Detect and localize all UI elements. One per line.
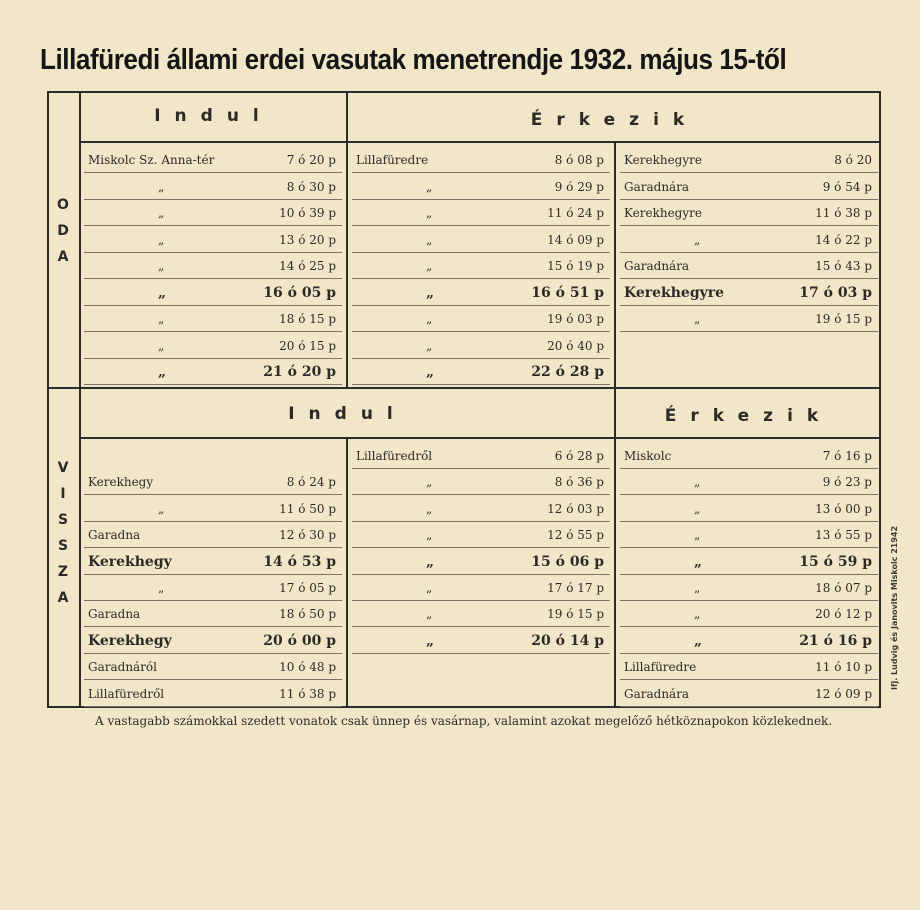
- departure-time: 22 ó 28 p: [531, 364, 604, 380]
- departure-time: 11 ó 50 p: [279, 501, 336, 516]
- departure-time: 15 ó 19 p: [547, 259, 604, 273]
- departure-time: 16 ó 05 p: [263, 284, 336, 301]
- timetable-row: [84, 147, 342, 173]
- vissza-letter: S: [57, 512, 69, 528]
- ditto-mark: „: [426, 475, 433, 490]
- departure-time: 19 ó 03 p: [547, 312, 604, 326]
- station-name: Lillafüredről: [88, 686, 165, 701]
- departure-time: 6 ó 28 p: [554, 449, 604, 463]
- oda-depart-header: Indul: [154, 106, 273, 126]
- departure-time: 15 ó 43 p: [815, 259, 872, 273]
- printer-imprint: [886, 525, 899, 910]
- oda-col-divider-2: [614, 143, 616, 387]
- station-name: Kerekhegy: [88, 632, 172, 649]
- station-name: Garadnáról: [88, 660, 157, 675]
- timetable-row: [84, 681, 342, 707]
- departure-time: 8 ó 20: [834, 153, 872, 167]
- vissza-letter: I: [60, 486, 66, 502]
- departure-time: 21 ó 20 p: [263, 364, 336, 380]
- page-title: Lillafüredi állami erdei vasutak menetrendje 1932. május 15-től: [40, 44, 787, 76]
- departure-time: 11 ó 38 p: [279, 686, 336, 701]
- timetable-row: [352, 601, 610, 627]
- station-name: Garadna: [88, 528, 141, 543]
- ditto-mark: „: [426, 581, 433, 595]
- ditto-mark: „: [694, 475, 701, 490]
- timetable-row: [84, 200, 342, 226]
- timetable-row: [352, 306, 610, 332]
- ditto-mark: „: [158, 501, 165, 516]
- departure-time: 20 ó 12 p: [815, 607, 872, 622]
- departure-time: 21 ó 16 p: [799, 632, 872, 649]
- ditto-mark: „: [426, 632, 435, 649]
- printer-note: Ifj. Ludvig és Janovits Miskolc 21942: [890, 525, 899, 690]
- departure-time: 15 ó 59 p: [799, 553, 872, 570]
- departure-time: 9 ó 29 p: [554, 179, 604, 194]
- timetable-row: [620, 280, 878, 306]
- ditto-mark: „: [426, 607, 433, 622]
- ditto-mark: „: [158, 206, 165, 220]
- departure-time: 11 ó 24 p: [547, 206, 604, 220]
- departure-time: 13 ó 55 p: [815, 528, 872, 543]
- ditto-mark: „: [158, 338, 165, 353]
- timetable-row: [620, 443, 878, 469]
- ditto-mark: „: [426, 284, 435, 301]
- departure-time: 8 ó 36 p: [554, 475, 604, 490]
- departure-time: 16 ó 51 p: [531, 284, 604, 301]
- timetable-row: [620, 469, 878, 495]
- departure-time: 17 ó 05 p: [279, 581, 336, 595]
- timetable-row: [84, 522, 342, 548]
- departure-time: 8 ó 30 p: [286, 179, 336, 194]
- ditto-mark: „: [426, 206, 433, 220]
- timetable-row: [84, 253, 342, 279]
- timetable-row: [84, 174, 342, 200]
- ditto-mark: „: [426, 501, 433, 516]
- departure-time: 8 ó 24 p: [286, 475, 336, 490]
- timetable-row: [352, 549, 610, 575]
- vissza-letter: V: [57, 460, 69, 476]
- departure-time: 18 ó 07 p: [815, 581, 872, 595]
- timetable-row: [84, 280, 342, 306]
- timetable-row: [84, 601, 342, 627]
- station-name: Garadnára: [624, 686, 690, 701]
- ditto-mark: „: [426, 528, 433, 543]
- section-divider: [47, 387, 881, 389]
- oda-side-label: [48, 192, 78, 270]
- station-name: Lillafüredről: [356, 449, 433, 463]
- timetable-row: [352, 575, 610, 601]
- timetable-row: [620, 575, 878, 601]
- ditto-mark: „: [426, 338, 433, 353]
- timetable-row: [620, 496, 878, 522]
- timetable-row: [352, 359, 610, 385]
- footnote: A vastagabb számokkal szedett vonatok csak ünnep és vasárnap, valamint azokat megelőző hétköznapokon közlekednek.: [95, 714, 833, 728]
- ditto-mark: „: [426, 312, 433, 326]
- vissza-arrive-header: Érkezik: [664, 406, 833, 426]
- ditto-mark: „: [694, 501, 701, 516]
- departure-time: 7 ó 20 p: [286, 153, 336, 167]
- timetable-row: [620, 200, 878, 226]
- station-name: Kerekhegyre: [624, 284, 725, 301]
- departure-time: 15 ó 06 p: [531, 553, 604, 570]
- oda-col-divider-1: [346, 91, 348, 387]
- ditto-mark: „: [158, 179, 165, 194]
- departure-time: 11 ó 10 p: [815, 660, 872, 675]
- timetable-row: [84, 496, 342, 522]
- vissza-col-divider-2: [614, 389, 616, 708]
- timetable-row: [84, 654, 342, 680]
- station-name: Kerekhegyre: [624, 153, 702, 167]
- vissza-letter: S: [57, 538, 69, 554]
- departure-time: 12 ó 09 p: [815, 686, 872, 701]
- timetable-row: [352, 200, 610, 226]
- ditto-mark: „: [694, 312, 701, 326]
- departure-time: 9 ó 54 p: [822, 179, 872, 194]
- timetable-row: [620, 549, 878, 575]
- departure-time: 9 ó 23 p: [822, 475, 872, 490]
- departure-time: 19 ó 15 p: [547, 607, 604, 622]
- departure-time: 20 ó 40 p: [547, 338, 604, 353]
- departure-time: 20 ó 00 p: [263, 632, 336, 649]
- timetable-row: [620, 306, 878, 332]
- timetable-row: [352, 147, 610, 173]
- ditto-mark: „: [694, 232, 701, 247]
- ditto-mark: „: [158, 259, 165, 273]
- ditto-mark: „: [694, 528, 701, 543]
- oda-letter: O: [57, 197, 69, 213]
- ditto-mark: „: [426, 259, 433, 273]
- timetable-row: [84, 628, 342, 654]
- timetable-row: [620, 147, 878, 173]
- timetable-row: [352, 522, 610, 548]
- timetable-row: [352, 280, 610, 306]
- ditto-mark: „: [426, 553, 435, 570]
- timetable-row: [84, 333, 342, 359]
- timetable-row: [352, 443, 610, 469]
- departure-time: 10 ó 48 p: [279, 660, 336, 675]
- departure-time: 7 ó 16 p: [822, 449, 872, 463]
- departure-time: 12 ó 03 p: [547, 501, 604, 516]
- vissza-letter: Z: [57, 564, 69, 580]
- timetable-row: [84, 575, 342, 601]
- timetable-row: [352, 333, 610, 359]
- timetable-row: [352, 469, 610, 495]
- oda-header-rule: [81, 141, 881, 143]
- station-name: Kerekhegyre: [624, 206, 702, 220]
- ditto-mark: „: [694, 581, 701, 595]
- vissza-depart-header: Indul: [288, 404, 407, 424]
- timetable-row: [352, 174, 610, 200]
- timetable-row: [84, 443, 342, 469]
- ditto-mark: „: [426, 364, 435, 380]
- vissza-col-divider-1: [346, 439, 348, 708]
- departure-time: 11 ó 38 p: [815, 206, 872, 220]
- departure-time: 20 ó 14 p: [531, 632, 604, 649]
- vissza-letter: A: [57, 590, 69, 606]
- station-name: Miskolc Sz. Anna-tér: [88, 153, 215, 167]
- station-name: Garadna: [88, 607, 141, 622]
- timetable-row: [352, 253, 610, 279]
- vissza-header-rule: [81, 437, 881, 439]
- departure-time: 12 ó 55 p: [547, 528, 604, 543]
- station-name: Kerekhegy: [88, 553, 172, 570]
- ditto-mark: „: [158, 581, 165, 595]
- departure-time: 8 ó 08 p: [554, 153, 604, 167]
- departure-time: 18 ó 15 p: [279, 312, 336, 326]
- timetable-row: [84, 359, 342, 385]
- timetable-row: [352, 227, 610, 253]
- oda-arrive-header: Érkezik: [530, 110, 699, 130]
- ditto-mark: „: [158, 232, 165, 247]
- ditto-mark: „: [158, 364, 167, 380]
- timetable-row: [84, 549, 342, 575]
- timetable-row: [84, 306, 342, 332]
- timetable-row: [84, 227, 342, 253]
- departure-time: 14 ó 25 p: [279, 259, 336, 273]
- departure-time: 17 ó 17 p: [547, 581, 604, 595]
- ditto-mark: „: [426, 232, 433, 247]
- ditto-mark: „: [694, 607, 701, 622]
- timetable-row: [620, 681, 878, 707]
- ditto-mark: „: [158, 284, 167, 301]
- timetable-row: [620, 174, 878, 200]
- oda-letter: A: [57, 249, 69, 265]
- station-name: Lillafüredre: [356, 153, 429, 167]
- side-column-divider: [79, 91, 81, 708]
- departure-time: 18 ó 50 p: [279, 607, 336, 622]
- departure-time: 20 ó 15 p: [279, 338, 336, 353]
- timetable-row: [620, 522, 878, 548]
- departure-time: 14 ó 53 p: [263, 553, 336, 570]
- timetable-row: [352, 496, 610, 522]
- timetable-row: [620, 227, 878, 253]
- departure-time: 14 ó 09 p: [547, 232, 604, 247]
- timetable-row: [352, 628, 610, 654]
- timetable-row: [620, 654, 878, 680]
- ditto-mark: „: [694, 553, 703, 570]
- ditto-mark: „: [158, 312, 165, 326]
- timetable-row: [620, 253, 878, 279]
- timetable-row: [84, 469, 342, 495]
- oda-letter: D: [57, 223, 69, 239]
- station-name: Kerekhegy: [88, 475, 154, 490]
- ditto-mark: „: [426, 179, 433, 194]
- departure-time: 14 ó 22 p: [815, 232, 872, 247]
- station-name: Garadnára: [624, 179, 690, 194]
- station-name: Lillafüredre: [624, 660, 697, 675]
- departure-time: 13 ó 20 p: [279, 232, 336, 247]
- station-name: Garadnára: [624, 259, 690, 273]
- timetable-row: [620, 601, 878, 627]
- departure-time: 19 ó 15 p: [815, 312, 872, 326]
- vissza-side-label: [48, 455, 78, 611]
- station-name: Miskolc: [624, 449, 672, 463]
- departure-time: 17 ó 03 p: [799, 284, 872, 301]
- departure-time: 13 ó 00 p: [815, 501, 872, 516]
- departure-time: 12 ó 30 p: [279, 528, 336, 543]
- timetable-row: [620, 628, 878, 654]
- departure-time: 10 ó 39 p: [279, 206, 336, 220]
- ditto-mark: „: [694, 632, 703, 649]
